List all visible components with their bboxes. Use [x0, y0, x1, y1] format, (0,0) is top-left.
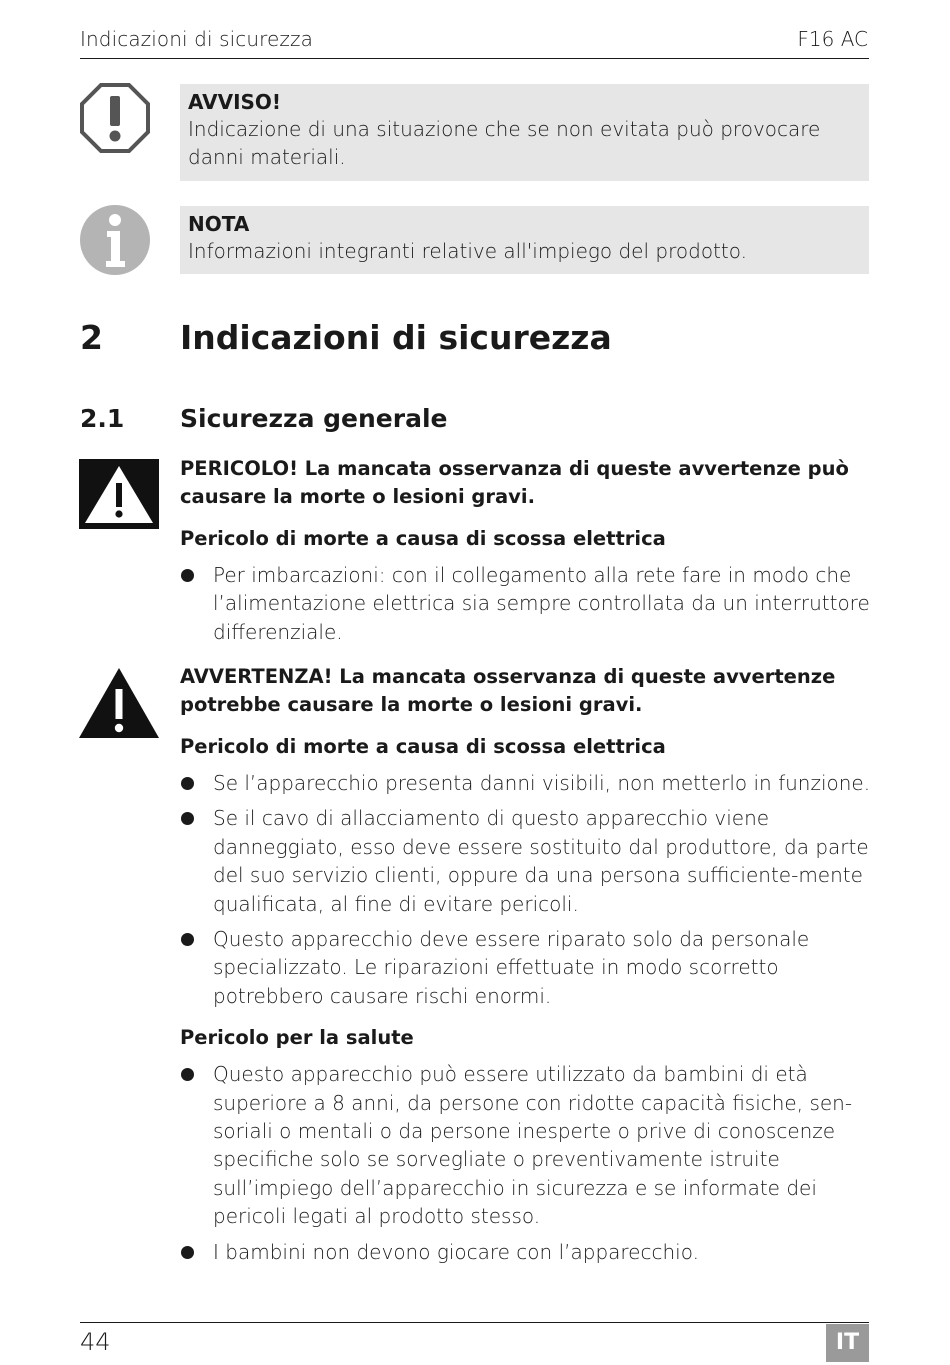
list-item: I bambini non devono giocare con l’apparecchio. — [180, 1238, 880, 1266]
warning-triangle-icon — [79, 667, 159, 738]
bullet-icon — [181, 933, 194, 946]
footer-divider — [80, 1322, 869, 1323]
danger-warning-icon — [79, 459, 159, 529]
note-title: NOTA — [188, 212, 250, 236]
section-number: 2.1 — [80, 404, 125, 433]
list-item: Questo apparecchio può essere utilizzato da bambini di età superiore a 8 anni, da persone con ridotte capacità fisiche, sen-soriali o mentali o da persone inesperte o prive di conoscenze specifiche solo se sorvegliate o preventivamente istruite sull’impiego dell’apparecchio in sicurezza e se informate dei pericoli legati al prodotto stesso. — [180, 1060, 880, 1230]
language-tab: IT — [826, 1324, 869, 1362]
list-item: Per imbarcazioni: con il collegamento alla rete fare in modo che l’alimentazione elettrica sia sempre controllata da un interruttore differenziale. — [180, 561, 880, 646]
note-body: Informazioni integranti relative all'impiego del prodotto. — [188, 239, 747, 263]
danger-list — [180, 561, 880, 646]
bullet-icon — [181, 777, 194, 790]
bullet-icon — [181, 1068, 194, 1081]
bullet-icon — [181, 812, 194, 825]
list-item: Se il cavo di allacciamento di questo apparecchio viene danneggiato, esso deve essere sostituito dal produttore, da parte del suo servizio clienti, oppure da una persona sufficiente-mente qualificata, al fine di evitare pericoli. — [180, 804, 880, 918]
note-box — [180, 206, 869, 274]
notice-octagon-icon — [79, 82, 151, 154]
header-divider — [80, 58, 869, 59]
danger-block — [180, 455, 880, 653]
running-header-title: Indicazioni di sicurezza — [80, 27, 313, 51]
chapter-title: Indicazioni di sicurezza — [180, 318, 612, 357]
warning-signal: AVVERTENZA! La mancata osservanza di queste avvertenze potrebbe causare la morte o lesioni gravi. — [180, 665, 836, 716]
running-header-model: F16 AC — [797, 27, 868, 51]
danger-signal: PERICOLO! La mancata osservanza di queste avvertenze può causare la morte o lesioni gravi. — [180, 457, 849, 508]
info-icon — [79, 204, 151, 276]
chapter-number: 2 — [80, 318, 103, 357]
notice-body: Indicazione di una situazione che se non evitata può provocare danni materiali. — [188, 117, 821, 169]
notice-title: AVVISO! — [188, 90, 282, 114]
notice-box — [180, 84, 869, 181]
health-subhead: Pericolo per la salute — [180, 1026, 414, 1050]
health-list — [180, 1060, 880, 1266]
section-title: Sicurezza generale — [180, 404, 448, 433]
list-item: Se l’apparecchio presenta danni visibili, non metterlo in funzione. — [180, 769, 880, 797]
warning-list — [180, 769, 880, 1010]
page-number: 44 — [80, 1328, 111, 1356]
bullet-icon — [181, 569, 194, 582]
warning-block — [180, 663, 880, 1273]
warning-subhead: Pericolo di morte a causa di scossa elettrica — [180, 735, 666, 758]
list-item: Questo apparecchio deve essere riparato solo da personale specializzato. Le riparazioni effettuate in modo scorretto potrebbero causare rischi enormi. — [180, 925, 880, 1010]
danger-subhead: Pericolo di morte a causa di scossa elettrica — [180, 527, 666, 550]
bullet-icon — [181, 1246, 194, 1259]
